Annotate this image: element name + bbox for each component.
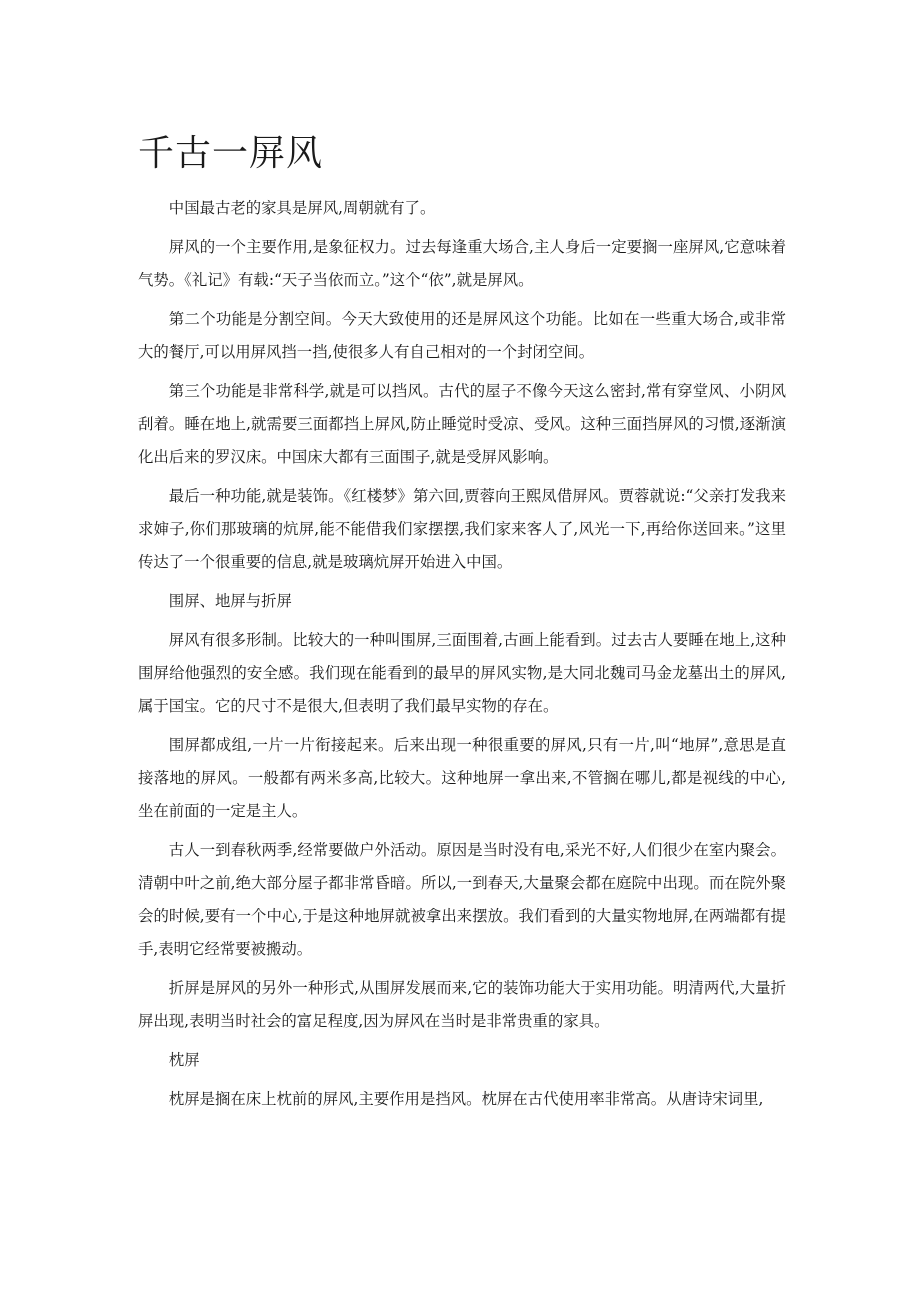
section-heading: 枕屏 xyxy=(168,1051,200,1069)
paragraph: 屏风的一个主要作用,是象征权力。过去每逢重大场合,主人身后一定要搁一座屏风,它意味着气势。《礼记》有载:“天子当依而立。”这个“依”,就是屏风。 xyxy=(138,238,786,289)
paragraph: 屏风有很多形制。比较大的一种叫围屏,三面围着,古画上能看到。过去古人要睡在地上,这种围屏给他强烈的安全感。我们现在能看到的最早的屏风实物,是大同北魏司马金龙墓出土的屏风,属于国宝。它的尺寸不是很大,但表明了我们最早实物的存在。 xyxy=(138,631,786,715)
paragraph: 折屏是屏风的另外一种形式,从围屏发展而来,它的装饰功能大于实用功能。明清两代,大量折屏出现,表明当时社会的富足程度,因为屏风在当时是非常贵重的家具。 xyxy=(138,979,786,1030)
paragraph: 古人一到春秋两季,经常要做户外活动。原因是当时没有电,采光不好,人们很少在室内聚会。清朝中叶之前,绝大部分屋子都非常昏暗。所以,一到春天,大量聚会都在庭院中出现。而在院外聚会的时候,要有一个中心,于是这种地屏就被拿出来摆放。我们看到的大量实物地屏,在两端都有提手,表明它经常要被搬动。 xyxy=(138,841,786,958)
section-heading: 围屏、地屏与折屏 xyxy=(168,592,292,610)
paragraph: 枕屏是搁在床上枕前的屏风,主要作用是挡风。枕屏在古代使用率非常高。从唐诗宋词里, xyxy=(168,1090,764,1108)
paragraph: 第二个功能是分割空间。今天大致使用的还是屏风这个功能。比如在一些重大场合,或非常大的餐厅,可以用屏风挡一挡,使很多人有自己相对的一个封闭空间。 xyxy=(138,310,786,361)
paragraph: 中国最古老的家具是屏风,周朝就有了。 xyxy=(168,199,436,217)
paragraph: 围屏都成组,一片一片衔接起来。后来出现一种很重要的屏风,只有一片,叫“地屏”,意思是直接落地的屏风。一般都有两米多高,比较大。这种地屏一拿出来,不管搁在哪儿,都是视线的中心,坐在前面的一定是主人。 xyxy=(138,736,786,820)
document-page xyxy=(138,128,786,1122)
paragraph: 第三个功能是非常科学,就是可以挡风。古代的屋子不像今天这么密封,常有穿堂风、小阴风刮着。睡在地上,就需要三面都挡上屏风,防止睡觉时受凉、受风。这种三面挡屏风的习惯,逐渐演化出后来的罗汉床。中国床大都有三面围子,就是受屏风影响。 xyxy=(138,382,786,466)
paragraph: 最后一种功能,就是装饰。《红楼梦》第六回,贾蓉向王熙凤借屏风。贾蓉就说:“父亲打发我来求婶子,你们那玻璃的炕屏,能不能借我们家摆摆,我们家来客人了,风光一下,再给你送回来。”这里传达了一个很重要的信息,就是玻璃炕屏开始进入中国。 xyxy=(138,487,786,571)
page-title: 千古一屏风 xyxy=(138,133,324,174)
